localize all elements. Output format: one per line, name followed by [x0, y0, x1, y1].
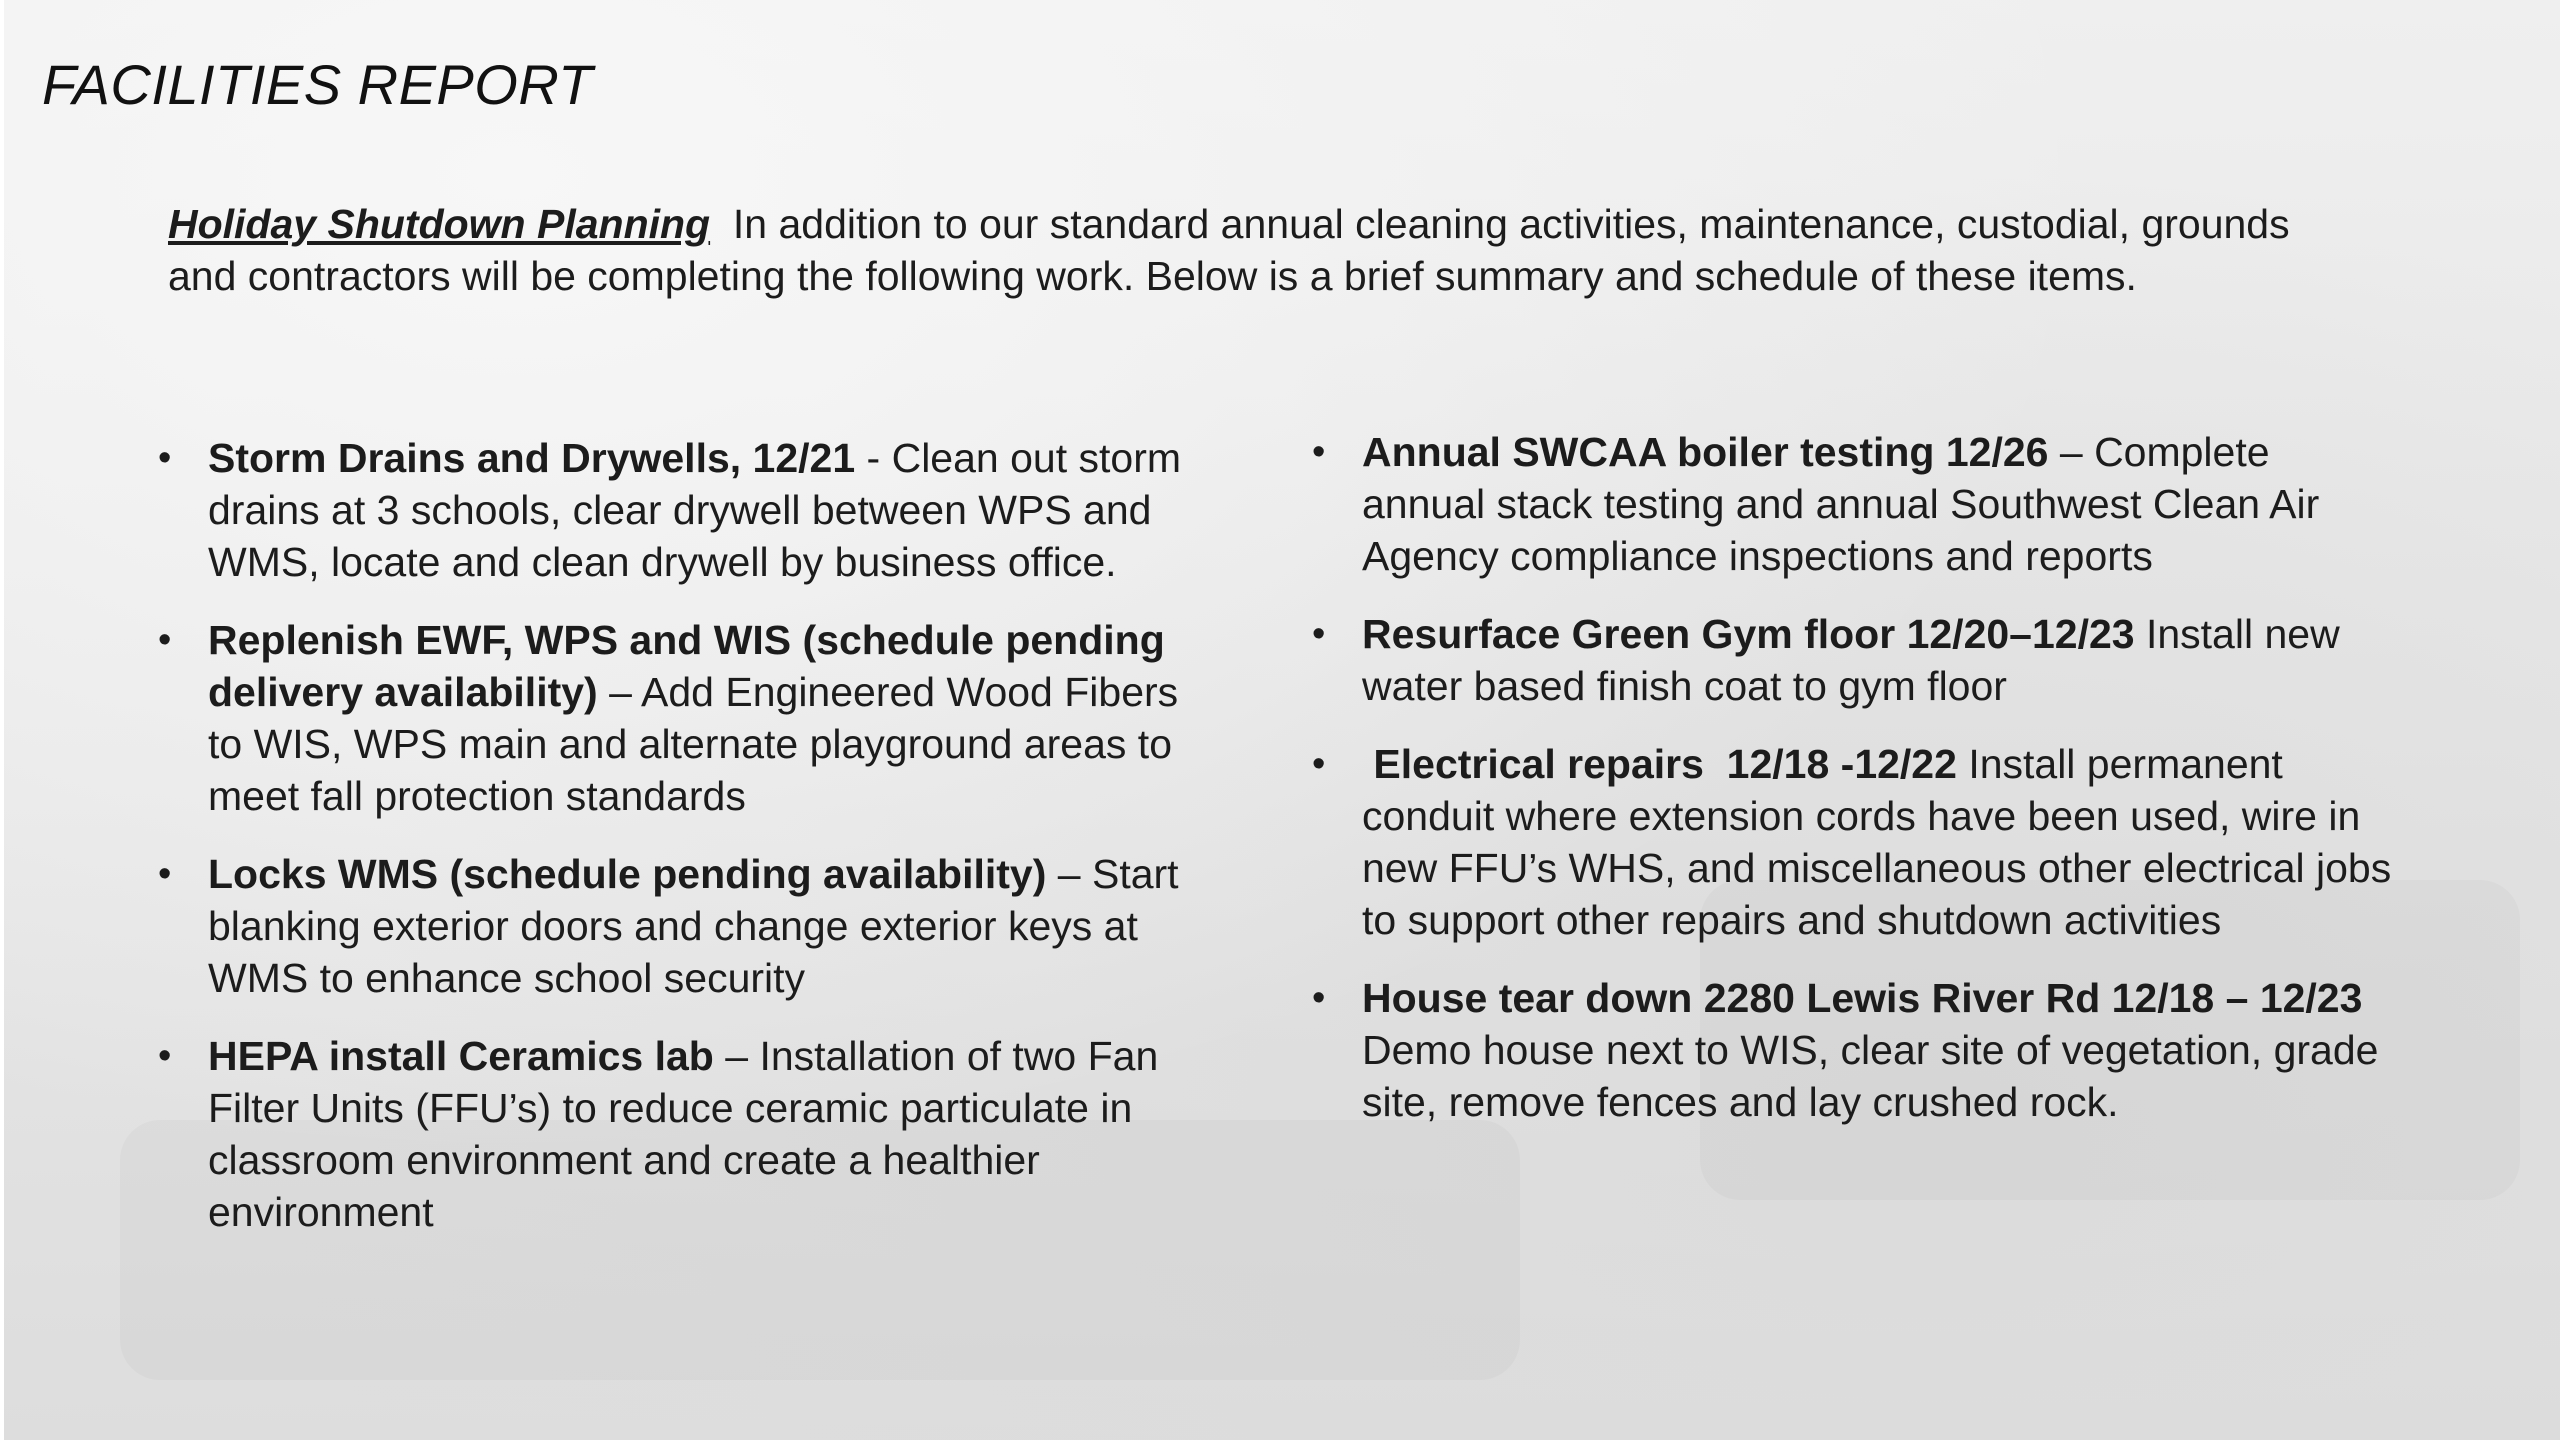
item-heading: Replenish EWF, WPS and WIS (schedule pending delivery availability)	[208, 617, 1165, 715]
item-text: Install new water based finish coat to gym floor	[1362, 611, 2340, 709]
item-heading: Resurface Green Gym floor 12/20–12/23	[1362, 611, 2135, 657]
page-title: FACILITIES REPORT	[42, 53, 593, 116]
left-bullet-column	[158, 432, 1218, 1264]
list-item	[1312, 426, 2392, 582]
item-text: – Installation of two Fan Filter Units (FFU’s) to reduce ceramic particulate in classroom environment and create a healthier environment	[208, 1033, 1159, 1235]
bullet-icon: •	[158, 619, 172, 661]
bullet-icon: •	[1312, 743, 1326, 785]
list-item	[158, 1030, 1218, 1238]
item-text: – Add Engineered Wood Fibers to WIS, WPS main and alternate playground areas to meet fall protection standards	[208, 669, 1179, 819]
item-heading: Electrical repairs 12/18 -12/22	[1362, 741, 1957, 787]
list-item	[1312, 608, 2392, 712]
list-item	[158, 432, 1218, 588]
item-heading: HEPA install Ceramics lab	[208, 1033, 714, 1079]
item-heading: Annual SWCAA boiler testing 12/26	[1362, 429, 2049, 475]
bullet-icon: •	[1312, 613, 1326, 655]
item-text: Install permanent conduit where extension cords have been used, wire in new FFU’s WHS, and miscellaneous other electrical jobs to support other repairs and shutdown activities	[1362, 741, 2392, 943]
slide-left-edge	[0, 0, 4, 1440]
list-item	[1312, 738, 2392, 946]
item-text: – Start blanking exterior doors and change exterior keys at WMS to enhance school security	[208, 851, 1179, 1001]
item-text: Demo house next to WIS, clear site of vegetation, grade site, remove fences and lay crushed rock.	[1362, 1027, 2379, 1125]
intro-paragraph	[168, 198, 2328, 302]
item-text: - Clean out storm drains at 3 schools, clear drywell between WPS and WMS, locate and clean drywell by business office.	[208, 435, 1181, 585]
list-item	[1312, 972, 2392, 1128]
bullet-icon: •	[158, 437, 172, 479]
right-bullet-column	[1312, 426, 2392, 1154]
intro-heading: Holiday Shutdown Planning	[168, 201, 711, 247]
item-text: – Complete annual stack testing and annual Southwest Clean Air Agency compliance inspections and reports	[1362, 429, 2320, 579]
bullet-icon: •	[1312, 977, 1326, 1019]
bullet-icon: •	[1312, 431, 1326, 473]
bullet-icon: •	[158, 1035, 172, 1077]
item-heading: Locks WMS (schedule pending availability)	[208, 851, 1047, 897]
item-heading: House tear down 2280 Lewis River Rd 12/18 – 12/23	[1362, 975, 2363, 1021]
intro-text: In addition to our standard annual cleaning activities, maintenance, custodial, grounds and contractors will be completing the following work. Below is a brief summary and schedule of these items.	[168, 201, 2290, 299]
list-item	[158, 848, 1218, 1004]
item-heading: Storm Drains and Drywells, 12/21	[208, 435, 856, 481]
list-item	[158, 614, 1218, 822]
bullet-icon: •	[158, 853, 172, 895]
